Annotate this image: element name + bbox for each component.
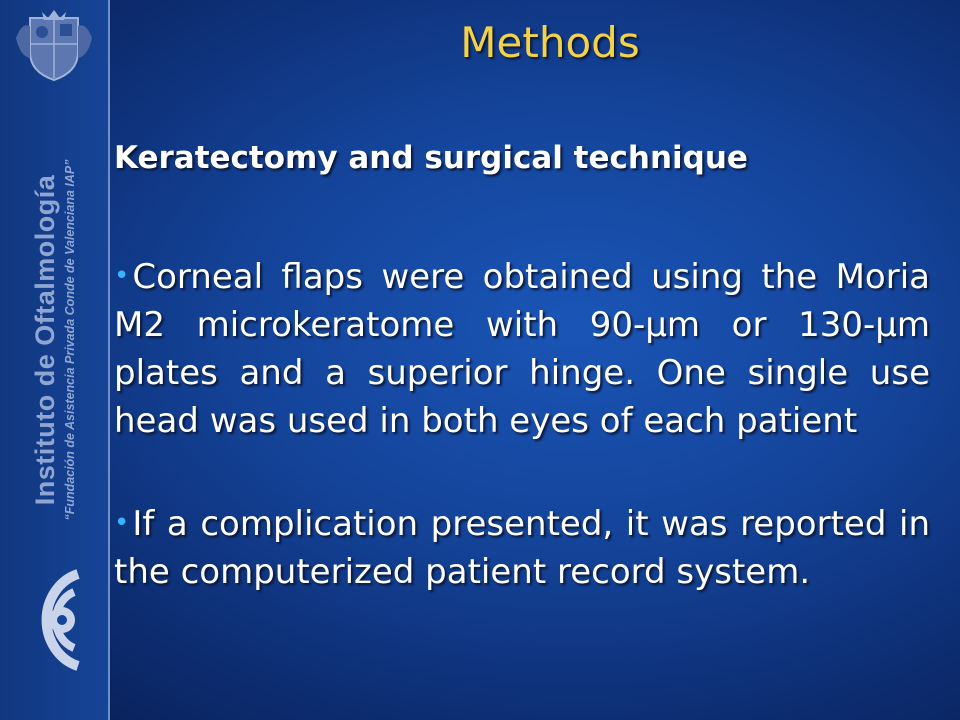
bullet-marker-icon: • [114,508,130,538]
slide-title: Methods [460,18,640,67]
bullet-text: Corneal flaps were obtained using the Moria M2 microkeratome with 90-µm or 130-µm plates and a superior hinge. One single use head was used in both eyes of each patient [114,257,930,441]
coat-of-arms-icon [12,8,96,84]
organization-name: Instituto de Oftalmología [30,174,60,506]
sidebar-divider [108,0,110,720]
bullet-marker-icon: • [114,261,130,291]
bullet-text: If a complication presented, it was reported in the computerized patient record system. [114,504,930,592]
eye-logo-icon [16,560,96,680]
sidebar [0,0,108,720]
foundation-name: “Fundación de Asistencia Privada Conde de Valenciana IAP” [63,159,77,521]
bullet-list [114,252,930,650]
bullet-item [114,252,930,445]
bullet-item [114,499,930,596]
section-subheading: Keratectomy and surgical technique [114,140,748,176]
